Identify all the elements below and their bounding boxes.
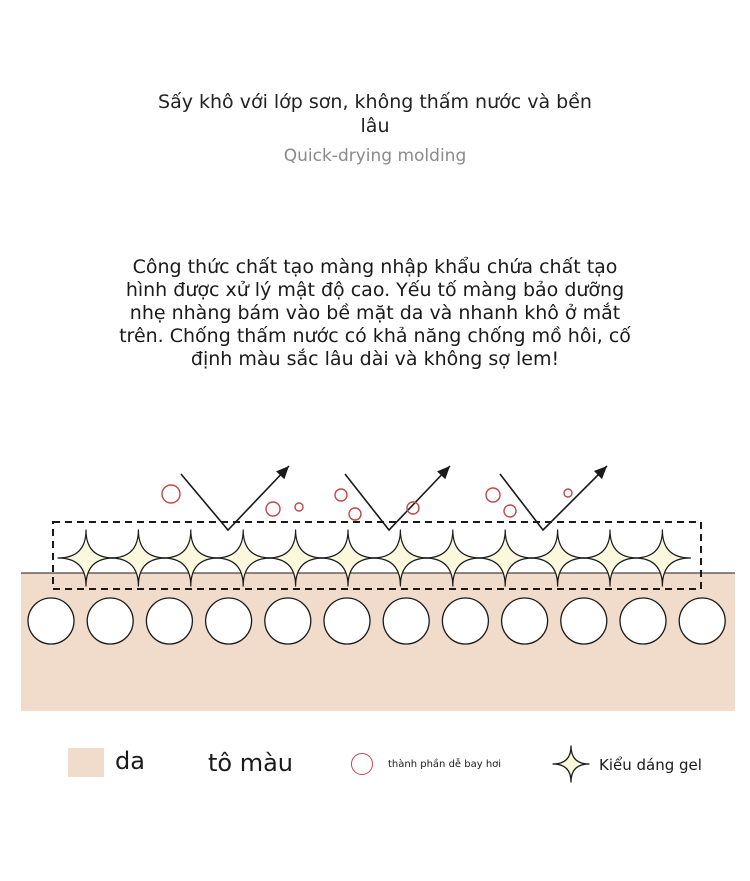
bounce-arrow: [181, 466, 289, 530]
volatile-bubble: [295, 503, 303, 511]
description-line: định màu sắc lâu dài và không sợ lem!: [190, 348, 560, 370]
skin-cell: [324, 598, 370, 644]
volatile-bubble: [486, 488, 500, 502]
skin-layer: [21, 573, 735, 711]
volatile-bubble: [162, 485, 180, 503]
legend-volatile-label: thành phần dễ bay hơi: [388, 759, 502, 770]
skin-cell: [620, 598, 666, 644]
skin-cell: [87, 598, 133, 644]
page-title: Sấy khô với lớp sơn, không thấm nước và bền lâu: [158, 91, 592, 137]
skin-cell: [28, 598, 74, 644]
description: [95, 256, 655, 371]
skin-cell: [146, 598, 192, 644]
skin-cell: [383, 598, 429, 644]
volatile-bubble: [335, 489, 347, 501]
skin-cell: [561, 598, 607, 644]
description-line: trên. Chống thấm nước có khả năng chống mồ hôi, cố: [119, 325, 631, 347]
description-line: hình được xử lý mật độ cao. Yếu tố màng bảo dưỡng: [125, 279, 625, 301]
evaporation-arrows: [181, 466, 607, 530]
description-line: nhẹ nhàng bám vào bề mặt da và nhanh khô ở mắt: [129, 302, 621, 324]
volatile-bubble: [266, 502, 280, 516]
bounce-arrow: [345, 466, 450, 530]
skin-cell: [679, 598, 725, 644]
legend-gel-label: Kiểu dáng gel: [599, 756, 702, 774]
legend-gel-star-icon: [551, 744, 591, 784]
legend-skin-swatch: [68, 748, 104, 777]
volatile-bubble: [349, 508, 361, 520]
layer-diagram: [0, 440, 750, 730]
skin-cell: [502, 598, 548, 644]
description-line: Công thức chất tạo màng nhập khẩu chứa chất tạo: [132, 256, 618, 278]
volatile-bubble: [564, 489, 572, 497]
skin-cell: [206, 598, 252, 644]
page-subtitle: Quick-drying molding: [283, 146, 467, 166]
skin-cell: [265, 598, 311, 644]
legend-skin-label: da: [115, 747, 145, 775]
legend-color-label: tô màu: [208, 749, 294, 777]
bounce-arrow: [500, 466, 607, 530]
skin-cell: [442, 598, 488, 644]
volatile-bubble: [504, 505, 516, 517]
legend-volatile-circle-icon: [351, 753, 373, 775]
